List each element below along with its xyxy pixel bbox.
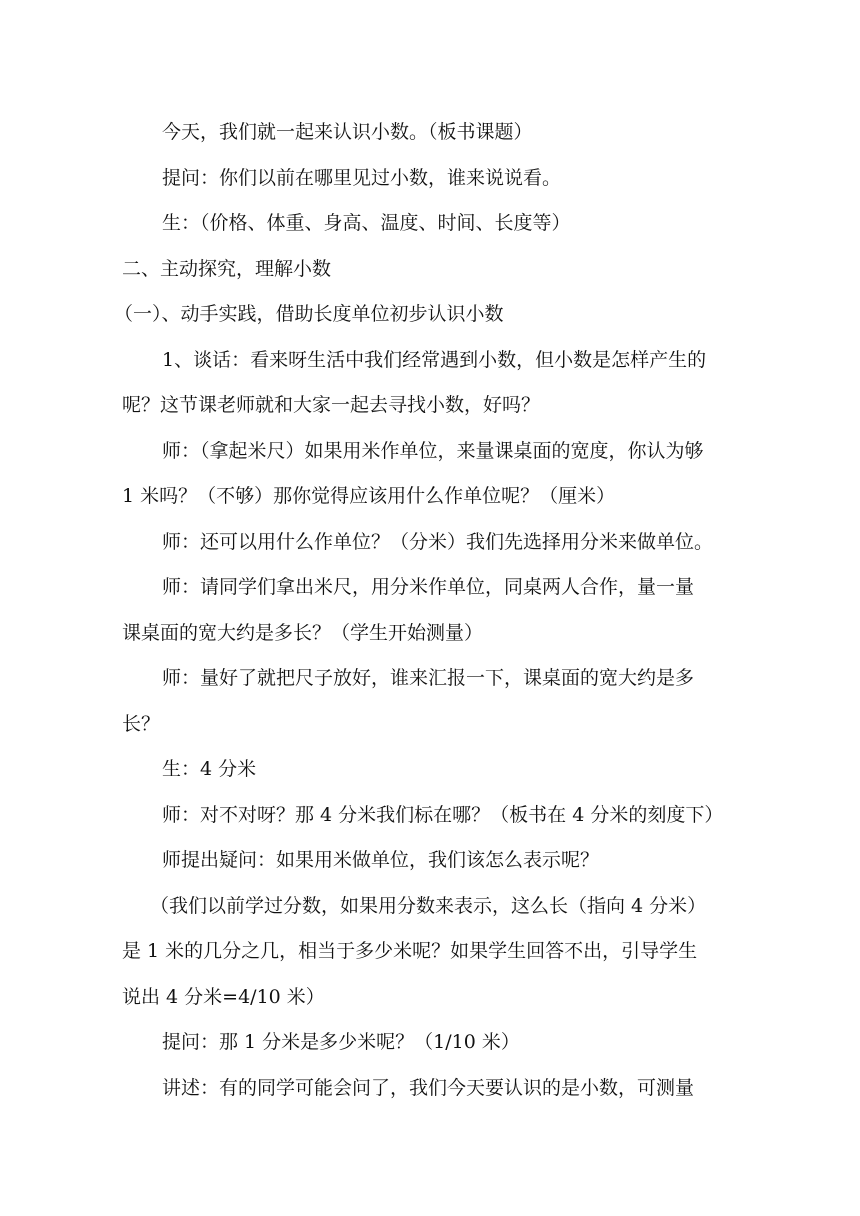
text-line: 呢？这节课老师就和大家一起去寻找小数，好吗？ <box>122 394 541 416</box>
text-line: 师：还可以用什么作单位？（分米）我们先选择用分米来做单位。 <box>162 530 714 553</box>
text-line: 长？ <box>122 712 161 735</box>
text-line: 课桌面的宽大约是多长？（学生开始测量） <box>122 621 484 644</box>
text-line: 1 米吗？（不够）那你觉得应该用什么作单位呢？（厘米） <box>122 485 616 507</box>
text-line: 生：（价格、体重、身高、温度、时间、长度等） <box>162 212 571 234</box>
document-body <box>114 110 740 1111</box>
text-line: 今天，我们就一起来认识小数。（板书课题） <box>162 121 533 143</box>
text-line: 是 1 米的几分之几，相当于多少米呢？如果学生回答不出，引导学生 <box>122 940 698 962</box>
text-line: 说出 4 分米=4/10 米） <box>122 985 325 1008</box>
text-line: 师提出疑问：如果用米做单位，我们该怎么表示呢？ <box>162 849 600 871</box>
text-line: 生：4 分米 <box>162 758 257 780</box>
text-line: 提问：你们以前在哪里见过小数，谁来说说看。 <box>162 166 562 189</box>
text-line: 1、谈话：看来呀生活中我们经常遇到小数，但小数是怎样产生的 <box>162 348 707 371</box>
text-line: （一）、动手实践，借助长度单位初步认识小数 <box>114 303 504 325</box>
text-line: （我们以前学过分数，如果用分数来表示，这么长（指向 4 分米） <box>150 894 707 917</box>
text-line: 师：对不对呀？那 4 分米我们标在哪？（板书在 4 分米的刻度下） <box>162 803 724 826</box>
text-line: 讲述：有的同学可能会问了，我们今天要认识的是小数，可测量 <box>162 1076 695 1099</box>
text-line: 师：请同学们拿出米尺，用分米作单位，同桌两人合作，量一量 <box>162 576 695 598</box>
text-line: 提问：那 1 分米是多少米呢？（1/10 米） <box>162 1031 520 1053</box>
text-line: 师：（拿起米尺）如果用米作单位，来量课桌面的宽度，你认为够 <box>162 439 704 462</box>
text-line: 二、主动探究，理解小数 <box>122 257 332 280</box>
text-line: 师：量好了就把尺子放好，谁来汇报一下，课桌面的宽大约是多 <box>162 667 695 689</box>
